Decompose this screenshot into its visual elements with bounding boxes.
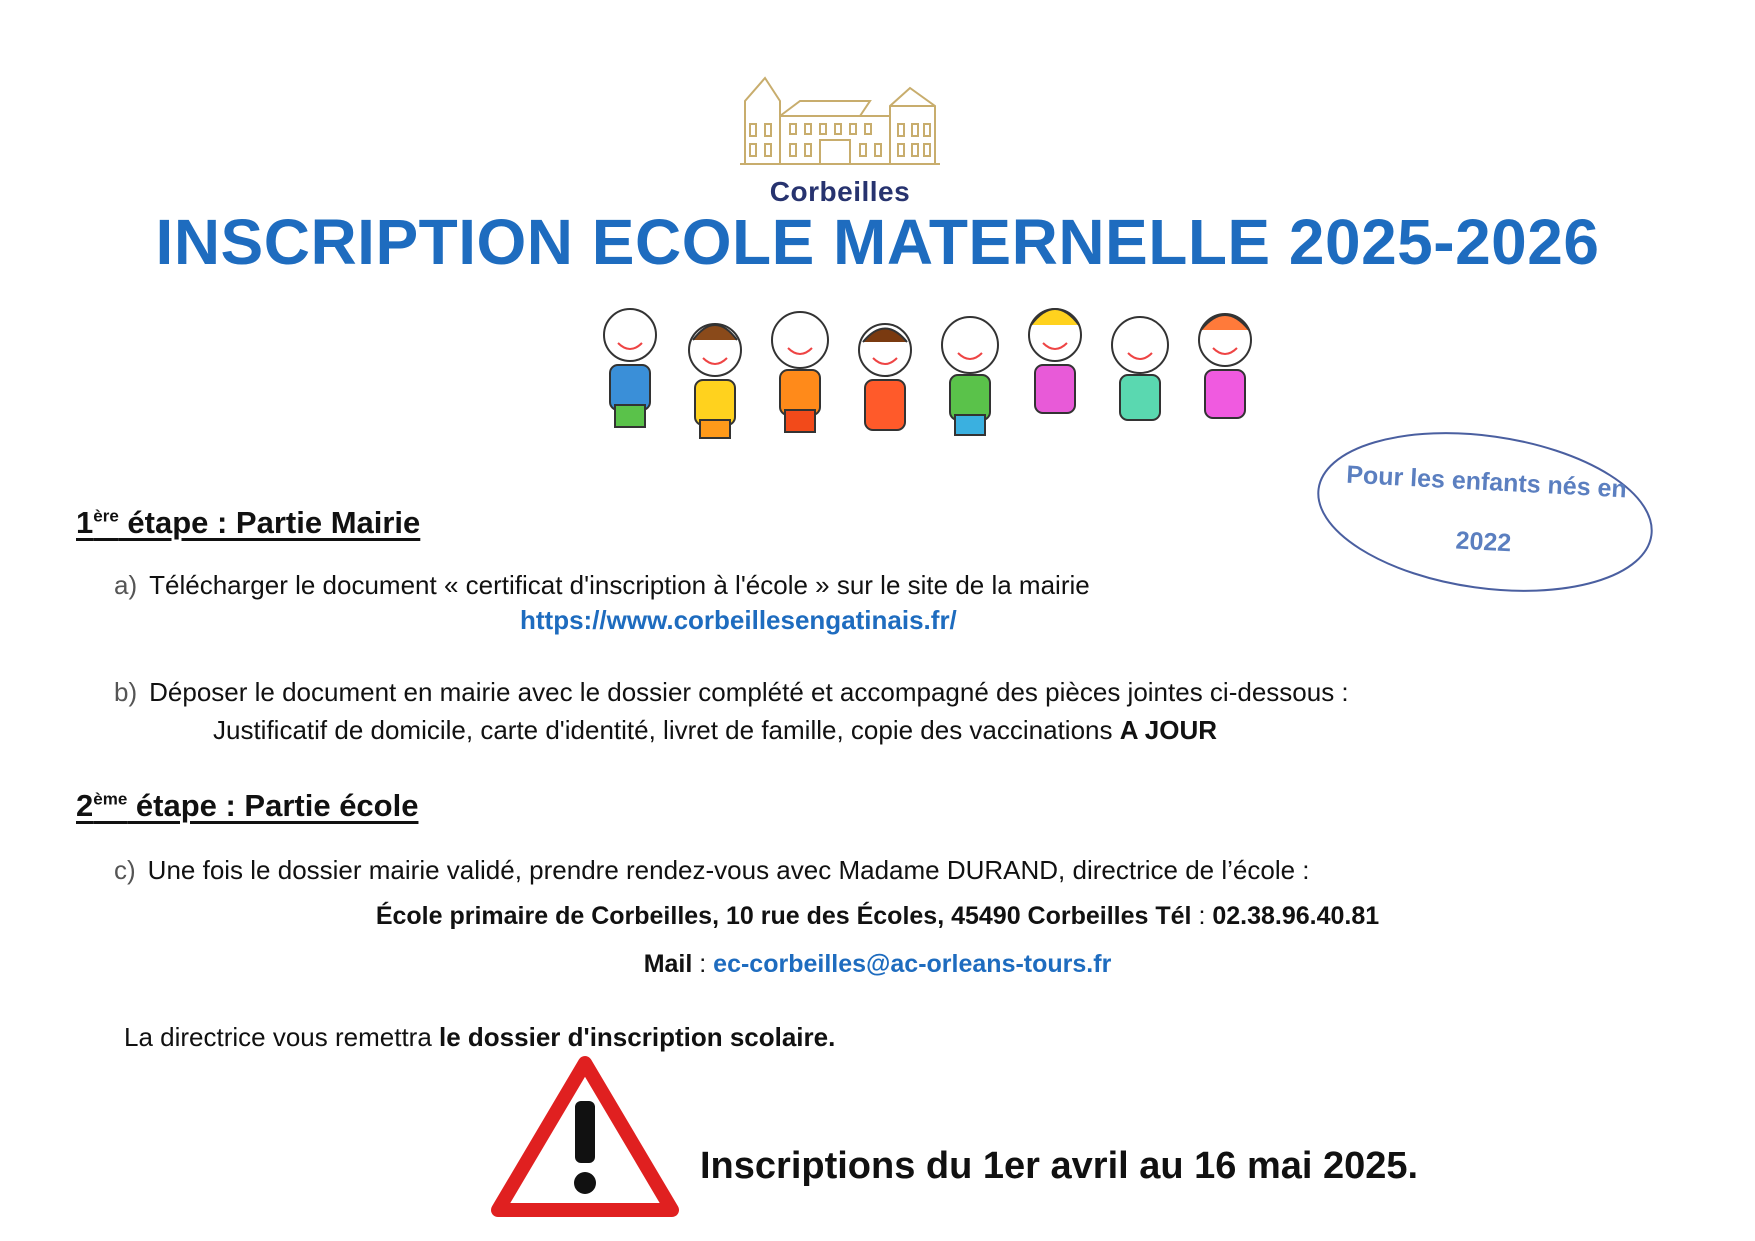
- item-b-text: Déposer le document en mairie avec le dossier complété et accompagné des pièces jointes ci-dessous :: [149, 677, 1349, 707]
- step1-label: étape : Partie Mairie: [118, 505, 421, 540]
- dancing-children-illustration: [560, 295, 1320, 475]
- step1-item-b: [114, 677, 1349, 708]
- item-c-label: c): [114, 855, 136, 885]
- mail-separator: :: [692, 950, 714, 978]
- step2-label: étape : Partie école: [127, 788, 419, 823]
- address-separator: :: [1191, 902, 1213, 930]
- closing-note: [124, 1022, 835, 1053]
- mairie-website-link[interactable]: https://www.corbeillesengatinais.fr/: [520, 605, 957, 635]
- step1-superscript: ère: [93, 506, 119, 526]
- chateau-logo-icon: [740, 76, 940, 166]
- step1-number: 1: [76, 505, 94, 540]
- item-b-label: b): [114, 677, 138, 707]
- badge-line-2: 2022: [1454, 526, 1512, 558]
- step1-item-a: [114, 570, 1090, 601]
- item-a-text: Télécharger le document « certificat d'inscription à l'école » sur le site de la mairie: [149, 570, 1090, 600]
- mail-label: Mail: [643, 950, 693, 978]
- age-badge-text: [1309, 418, 1661, 606]
- step2-title: [76, 788, 418, 824]
- warning-triangle-icon: [490, 1055, 680, 1220]
- item-a-label: a): [114, 570, 138, 600]
- page-title: INSCRIPTION ECOLE MATERNELLE 2025-2026: [155, 206, 1600, 278]
- brand-name: Corbeilles: [769, 176, 911, 207]
- closing-emphasis: le dossier d'inscription scolaire.: [439, 1022, 836, 1052]
- registration-deadline: Inscriptions du 1er avril au 16 mai 2025.: [700, 1145, 1419, 1187]
- school-mail: [0, 950, 1755, 979]
- documents-emphasis: A JOUR: [1119, 715, 1218, 745]
- step2-superscript: ème: [93, 789, 128, 809]
- item-c-text: Une fois le dossier mairie validé, prendre rendez-vous avec Madame DURAND, directrice de l’école :: [147, 855, 1310, 885]
- school-email-link[interactable]: ec-corbeilles@ac-orleans-tours.fr: [713, 950, 1112, 978]
- address-text: École primaire de Corbeilles, 10 rue des Écoles, 45490 Corbeilles Tél: [375, 902, 1192, 930]
- closing-text: La directrice vous remettra: [124, 1022, 440, 1052]
- school-phone[interactable]: 02.38.96.40.81: [1212, 902, 1380, 930]
- step2-item-c: [114, 855, 1310, 886]
- required-documents: [213, 715, 1217, 746]
- documents-list: Justificatif de domicile, carte d'identité, livret de famille, copie des vaccinations: [213, 715, 1120, 745]
- step2-number: 2: [76, 788, 94, 823]
- school-address: [0, 902, 1755, 931]
- badge-line-1: Pour les enfants nés en: [1345, 460, 1628, 504]
- step1-title: [76, 505, 420, 541]
